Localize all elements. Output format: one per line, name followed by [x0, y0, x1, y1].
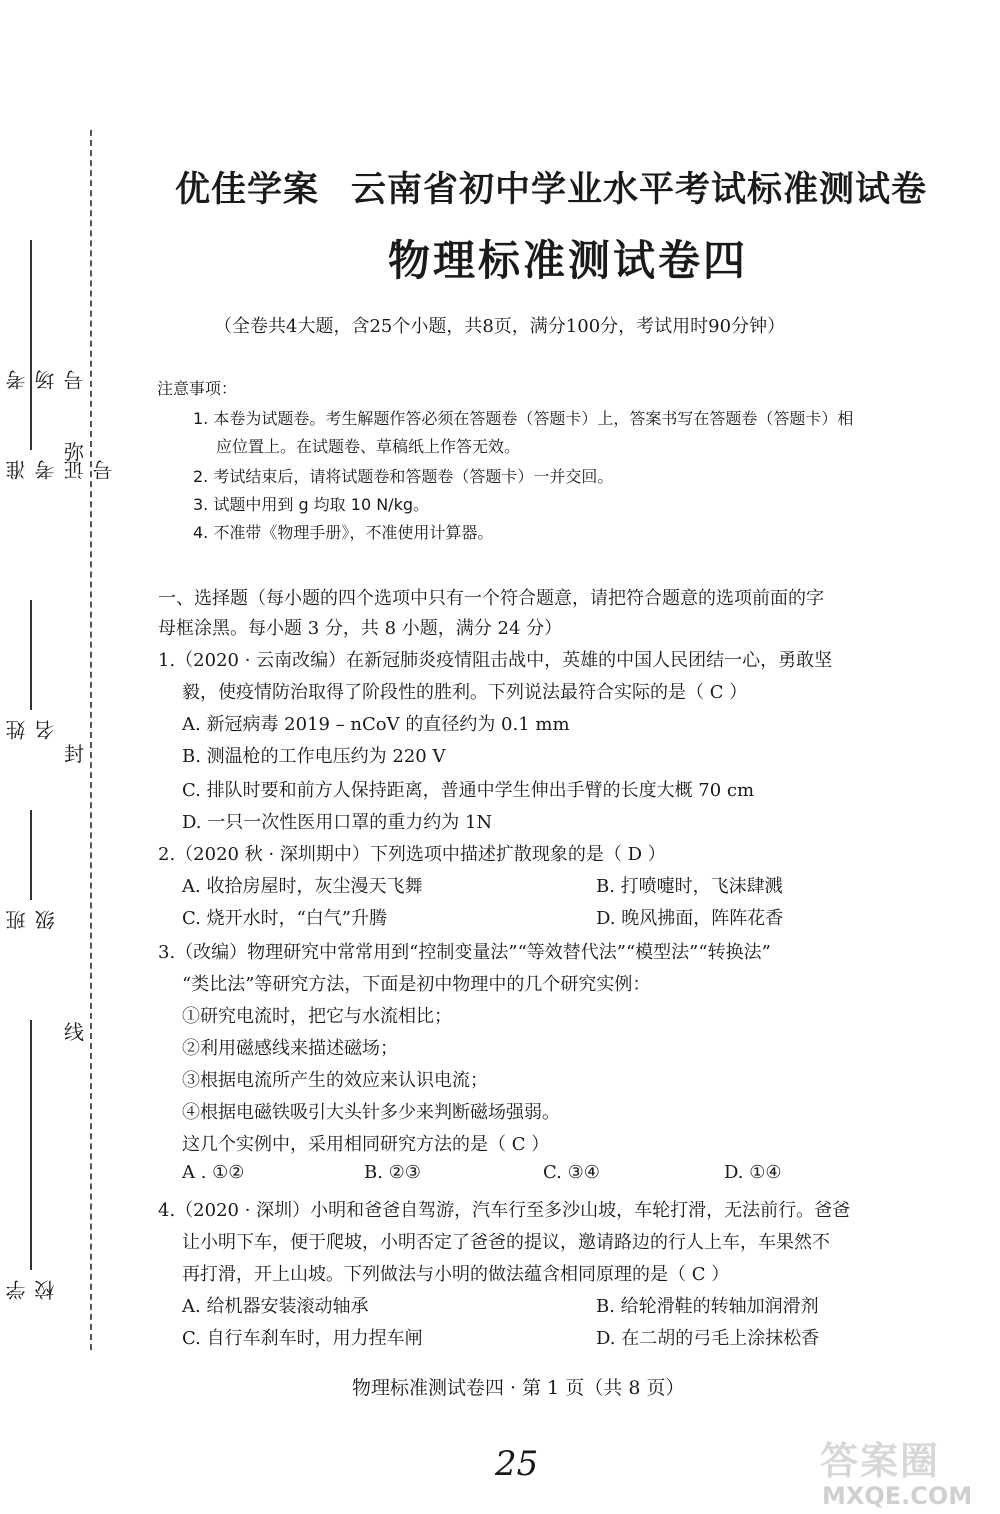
exam-room-field: [0, 150, 87, 390]
name-label: 姓名: [5, 720, 58, 740]
notes-heading: 注意事项：: [157, 379, 238, 398]
seal-char-xian: 线: [64, 1020, 84, 1044]
question-stem: 1.（2020 · 云南改编）在新冠肺炎疫情阻击战中，英雄的中国人民团结一心，勇敢坚: [158, 650, 833, 671]
question-stem: 毅，使疫情防治取得了阶段性的胜利。下列说法最符合实际的是（ C ）: [182, 682, 748, 703]
note-line: 4. 不准带《物理手册》，不准使用计算器。: [193, 523, 494, 542]
question-stem: 让小明下车，便于爬坡，小明否定了爸爸的提议，邀请路边的行人上车，车果然不: [182, 1232, 830, 1253]
class-label: 班级: [5, 910, 58, 930]
seal-char-mi: 弥: [64, 440, 84, 464]
example-item: ④根据电磁铁吸引大头针多少来判断磁场强弱。: [182, 1102, 560, 1123]
ticket-number-rule: [30, 335, 32, 450]
question-stem: “类比法”等研究方法，下面是初中物理中的几个研究实例：: [182, 974, 651, 995]
page-footer: 物理标准测试卷四 · 第 1 页（共 8 页）: [352, 1377, 685, 1399]
option-c: C. ③④: [543, 1162, 600, 1183]
note-line: 3. 试题中用到 g 均取 10 N/kg。: [193, 495, 429, 514]
class-rule: [30, 810, 32, 900]
question-stem: 3.（改编）物理研究中常常用到“控制变量法”“等效替代法”“模型法”“转换法”: [158, 942, 771, 963]
option-d: D. 在二胡的弓毛上涂抹松香: [596, 1328, 820, 1349]
example-item: ③根据电流所产生的效应来认识电流；: [182, 1070, 488, 1091]
example-item: ①研究电流时，把它与水流相比；: [182, 1006, 452, 1027]
option-d: D. 晚风拂面，阵阵花香: [596, 908, 784, 929]
brand-name: 优佳学案: [175, 170, 320, 210]
question-stem: 再打滑，开上山坡。下列做法与小明的做法蕴含相同原理的是（ C ）: [182, 1264, 730, 1285]
paper-info: （全卷共4大题，含25个小题，共8页，满分100分，考试用时90分钟）: [214, 316, 786, 337]
note-line: 1. 本卷为试题卷。考生解题作答必须在答题卷（答题卡）上，答案书写在答题卷（答题卡）相: [193, 409, 854, 428]
option-a: A . ①②: [182, 1162, 245, 1183]
question-prompt: 这几个实例中，采用相同研究方法的是（ C ）: [182, 1134, 550, 1155]
option-b: B. 给轮滑鞋的转轴加润滑剂: [596, 1296, 819, 1317]
option-b: B. 打喷嚏时，飞沫肆溅: [596, 876, 783, 897]
option-a: A. 新冠病毒 2019 – nCoV 的直径约为 0.1 mm: [182, 714, 570, 735]
exam-room-label: 考场号: [5, 370, 87, 390]
option-c: C. 自行车刹车时，用力捏车闸: [182, 1328, 423, 1349]
question-stem: 4.（2020 · 深圳）小明和爸爸自驾游，汽车行至多沙山坡，车轮打滑，无法前行。爸爸: [158, 1200, 851, 1221]
handwritten-page-number: 25: [495, 1444, 539, 1484]
option-a: A. 收拾房屋时，灰尘漫天飞舞: [182, 876, 423, 897]
watermark-url: MXQE.COM: [822, 1482, 973, 1510]
exam-series-title: 云南省初中学业水平考试标准测试卷: [351, 170, 928, 210]
ticket-number-label: 准考证号: [5, 460, 116, 480]
seal-char-feng: 封: [64, 742, 84, 766]
option-d: D. 一只一次性医用口罩的重力约为 1N: [182, 812, 493, 833]
school-rule: [30, 1020, 32, 1270]
section-heading-cont: 母框涂黑。每小题 3 分，共 8 小题，满分 24 分）: [158, 618, 563, 639]
exam-title: [175, 162, 927, 212]
example-item: ②利用磁感线来描述磁场；: [182, 1038, 398, 1059]
question-stem: 2.（2020 秋 · 深圳期中）下列选项中描述扩散现象的是（ D ）: [158, 844, 666, 865]
name-rule: [30, 600, 32, 710]
note-line: 2. 考试结束后，请将试题卷和答题卷（答题卡）一并交回。: [193, 467, 614, 486]
exam-room-rule: [30, 240, 32, 350]
section-heading: 一、选择题（每小题的四个选项中只有一个符合题意，请把符合题意的选项前面的字: [158, 588, 824, 609]
option-c: C. 排队时要和前方人保持距离，普通中学生伸出手臂的长度大概 70 cm: [182, 780, 755, 801]
paper-title: 物理标准测试卷四: [388, 236, 749, 285]
watermark-text: 答案圈: [820, 1439, 941, 1483]
school-label: 学校: [5, 1280, 58, 1300]
option-b: B. 测温枪的工作电压约为 220 V: [182, 746, 446, 767]
binding-margin: [0, 0, 116, 1514]
option-d: D. ①④: [724, 1162, 782, 1183]
option-b: B. ②③: [364, 1162, 421, 1183]
seal-dashed-line: [90, 130, 92, 1350]
option-a: A. 给机器安装滚动轴承: [182, 1296, 369, 1317]
watermark-logo: [820, 1430, 1000, 1514]
note-line: 应位置上。在试题卷、草稿纸上作答无效。: [216, 437, 521, 456]
option-c: C. 烧开水时，“白气”升腾: [182, 908, 387, 929]
